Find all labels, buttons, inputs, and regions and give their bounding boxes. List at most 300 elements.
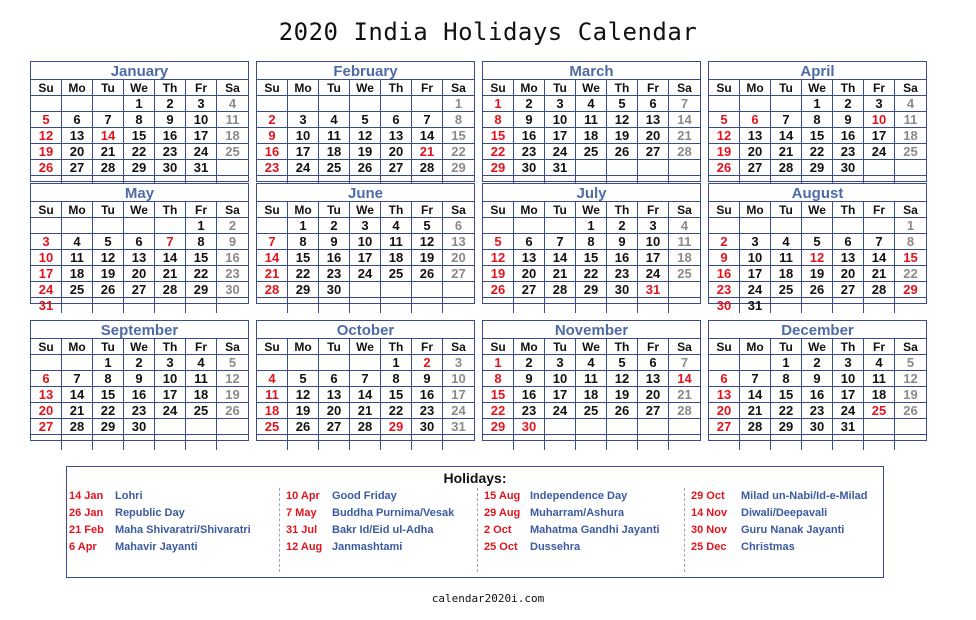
month-january bbox=[30, 61, 249, 182]
holiday-date: 7 May bbox=[286, 507, 317, 519]
day-cell: 28 bbox=[864, 281, 895, 297]
day-cell: 31 bbox=[740, 297, 771, 313]
day-cell: 9 bbox=[412, 370, 443, 386]
weekday-header: Su bbox=[483, 338, 514, 354]
empty-cell bbox=[381, 434, 412, 450]
holiday-item bbox=[69, 522, 251, 539]
day-cell: 26 bbox=[483, 281, 514, 297]
empty-cell bbox=[62, 297, 93, 313]
day-cell: 18 bbox=[576, 127, 607, 143]
day-cell: 27 bbox=[319, 418, 350, 434]
day-cell: 6 bbox=[381, 111, 412, 127]
holiday-item bbox=[286, 539, 454, 556]
day-cell: 29 bbox=[124, 159, 155, 175]
empty-cell bbox=[740, 217, 771, 233]
day-cell: 22 bbox=[483, 402, 514, 418]
empty-cell bbox=[93, 434, 124, 450]
day-cell: 18 bbox=[669, 249, 700, 265]
day-cell: 8 bbox=[895, 233, 926, 249]
holiday-item bbox=[484, 488, 660, 505]
day-cell: 21 bbox=[155, 265, 186, 281]
day-cell: 11 bbox=[62, 249, 93, 265]
day-cell: 30 bbox=[514, 159, 545, 175]
empty-cell bbox=[31, 217, 62, 233]
day-cell: 16 bbox=[514, 127, 545, 143]
day-cell: 17 bbox=[443, 386, 474, 402]
weekday-header: Th bbox=[607, 201, 638, 217]
day-cell: 20 bbox=[638, 127, 669, 143]
day-cell: 4 bbox=[771, 233, 802, 249]
weekday-header: Fr bbox=[186, 338, 217, 354]
empty-cell bbox=[771, 434, 802, 450]
day-cell: 2 bbox=[319, 217, 350, 233]
day-cell: 20 bbox=[638, 386, 669, 402]
day-cell: 24 bbox=[186, 143, 217, 159]
day-cell: 6 bbox=[514, 233, 545, 249]
day-cell: 23 bbox=[155, 143, 186, 159]
day-cell: 26 bbox=[607, 402, 638, 418]
empty-cell bbox=[740, 95, 771, 111]
day-cell: 2 bbox=[217, 217, 248, 233]
day-cell: 22 bbox=[483, 143, 514, 159]
empty-cell bbox=[864, 418, 895, 434]
weekday-header: Tu bbox=[319, 338, 350, 354]
empty-cell bbox=[257, 354, 288, 370]
day-cell: 4 bbox=[895, 95, 926, 111]
holidays-title: Holidays: bbox=[443, 470, 507, 486]
empty-cell bbox=[62, 95, 93, 111]
holiday-date: 15 Aug bbox=[484, 490, 521, 502]
day-cell: 13 bbox=[31, 386, 62, 402]
day-cell: 5 bbox=[483, 233, 514, 249]
empty-cell bbox=[350, 434, 381, 450]
day-cell: 27 bbox=[124, 281, 155, 297]
day-cell: 9 bbox=[802, 370, 833, 386]
empty-cell bbox=[709, 434, 740, 450]
holiday-item bbox=[691, 505, 868, 522]
empty-cell bbox=[895, 297, 926, 313]
day-cell: 17 bbox=[638, 249, 669, 265]
day-cell: 21 bbox=[740, 402, 771, 418]
day-cell: 15 bbox=[288, 249, 319, 265]
empty-cell bbox=[545, 297, 576, 313]
day-cell: 4 bbox=[257, 370, 288, 386]
empty-cell bbox=[864, 434, 895, 450]
holiday-item bbox=[286, 522, 454, 539]
empty-cell bbox=[155, 297, 186, 313]
day-cell: 13 bbox=[514, 249, 545, 265]
empty-cell bbox=[545, 217, 576, 233]
day-cell: 6 bbox=[709, 370, 740, 386]
day-cell: 12 bbox=[483, 249, 514, 265]
month-july bbox=[482, 183, 701, 304]
day-cell: 28 bbox=[771, 159, 802, 175]
day-cell: 25 bbox=[576, 143, 607, 159]
day-cell: 16 bbox=[607, 249, 638, 265]
day-cell: 8 bbox=[483, 370, 514, 386]
day-cell: 24 bbox=[350, 265, 381, 281]
day-cell: 7 bbox=[62, 370, 93, 386]
day-cell: 7 bbox=[669, 95, 700, 111]
weekday-header: Fr bbox=[412, 201, 443, 217]
weekday-header: Sa bbox=[895, 79, 926, 95]
day-cell: 14 bbox=[545, 249, 576, 265]
month-name: February bbox=[333, 63, 398, 80]
day-cell: 8 bbox=[771, 370, 802, 386]
empty-cell bbox=[186, 418, 217, 434]
day-cell: 19 bbox=[350, 143, 381, 159]
empty-cell bbox=[186, 434, 217, 450]
weekday-header: Fr bbox=[412, 338, 443, 354]
empty-cell bbox=[93, 217, 124, 233]
weekday-header: Th bbox=[381, 201, 412, 217]
day-cell: 15 bbox=[93, 386, 124, 402]
day-cell: 13 bbox=[833, 249, 864, 265]
day-cell: 2 bbox=[257, 111, 288, 127]
day-cell: 25 bbox=[381, 265, 412, 281]
weekday-header: We bbox=[802, 338, 833, 354]
day-cell: 7 bbox=[412, 111, 443, 127]
holiday-name: Muharram/Ashura bbox=[530, 507, 625, 519]
weekday-header: Mo bbox=[740, 201, 771, 217]
month-name: April bbox=[800, 63, 835, 80]
empty-cell bbox=[155, 434, 186, 450]
day-cell: 18 bbox=[186, 386, 217, 402]
empty-cell bbox=[288, 434, 319, 450]
day-cell: 9 bbox=[217, 233, 248, 249]
day-cell: 25 bbox=[62, 281, 93, 297]
holiday-item bbox=[691, 539, 868, 556]
holiday-name: Lohri bbox=[115, 490, 143, 502]
day-cell: 1 bbox=[381, 354, 412, 370]
day-cell: 28 bbox=[350, 418, 381, 434]
day-cell: 14 bbox=[155, 249, 186, 265]
day-cell: 15 bbox=[186, 249, 217, 265]
empty-cell bbox=[93, 95, 124, 111]
day-cell: 12 bbox=[288, 386, 319, 402]
day-cell: 21 bbox=[545, 265, 576, 281]
holiday-name: Milad un-Nabi/Id-e-Milad bbox=[741, 490, 868, 502]
holiday-date: 29 Aug bbox=[484, 507, 521, 519]
weekday-header: Th bbox=[833, 338, 864, 354]
empty-cell bbox=[895, 434, 926, 450]
day-cell: 28 bbox=[669, 143, 700, 159]
day-cell: 22 bbox=[93, 402, 124, 418]
day-cell: 11 bbox=[576, 370, 607, 386]
day-cell: 15 bbox=[802, 127, 833, 143]
weekday-header: Tu bbox=[771, 79, 802, 95]
empty-cell bbox=[483, 434, 514, 450]
weekday-header: Mo bbox=[288, 79, 319, 95]
day-cell: 7 bbox=[740, 370, 771, 386]
empty-cell bbox=[514, 217, 545, 233]
day-cell: 20 bbox=[124, 265, 155, 281]
holiday-date: 21 Feb bbox=[69, 524, 104, 536]
month-name: May bbox=[124, 185, 155, 202]
day-cell: 18 bbox=[319, 143, 350, 159]
day-cell: 4 bbox=[319, 111, 350, 127]
empty-cell bbox=[514, 297, 545, 313]
day-cell: 25 bbox=[257, 418, 288, 434]
weekday-header: Sa bbox=[669, 338, 700, 354]
empty-cell bbox=[319, 434, 350, 450]
day-cell: 23 bbox=[833, 143, 864, 159]
day-cell: 5 bbox=[217, 354, 248, 370]
empty-cell bbox=[31, 354, 62, 370]
day-cell: 16 bbox=[802, 386, 833, 402]
empty-cell bbox=[443, 297, 474, 313]
weekday-header: We bbox=[124, 201, 155, 217]
day-cell: 1 bbox=[483, 95, 514, 111]
day-cell: 28 bbox=[62, 418, 93, 434]
day-cell: 27 bbox=[709, 418, 740, 434]
day-cell: 31 bbox=[443, 418, 474, 434]
empty-cell bbox=[217, 434, 248, 450]
day-cell: 2 bbox=[833, 95, 864, 111]
day-cell: 27 bbox=[514, 281, 545, 297]
day-cell: 1 bbox=[93, 354, 124, 370]
day-cell: 11 bbox=[576, 111, 607, 127]
weekday-header: Su bbox=[31, 201, 62, 217]
empty-cell bbox=[62, 434, 93, 450]
month-name: July bbox=[576, 185, 607, 202]
empty-cell bbox=[669, 281, 700, 297]
day-cell: 12 bbox=[93, 249, 124, 265]
day-cell: 29 bbox=[771, 418, 802, 434]
day-cell: 6 bbox=[638, 354, 669, 370]
day-cell: 14 bbox=[669, 111, 700, 127]
holiday-date: 10 Apr bbox=[286, 490, 320, 502]
day-cell: 8 bbox=[186, 233, 217, 249]
day-cell: 9 bbox=[607, 233, 638, 249]
day-cell: 3 bbox=[186, 95, 217, 111]
day-cell: 6 bbox=[62, 111, 93, 127]
empty-cell bbox=[709, 354, 740, 370]
day-cell: 7 bbox=[155, 233, 186, 249]
day-cell: 10 bbox=[288, 127, 319, 143]
day-cell: 17 bbox=[186, 127, 217, 143]
weekday-header: Mo bbox=[62, 79, 93, 95]
day-cell: 18 bbox=[381, 249, 412, 265]
weekday-header: Mo bbox=[62, 338, 93, 354]
day-cell: 18 bbox=[895, 127, 926, 143]
day-cell: 9 bbox=[709, 249, 740, 265]
day-cell: 18 bbox=[771, 265, 802, 281]
empty-cell bbox=[833, 434, 864, 450]
day-cell: 3 bbox=[350, 217, 381, 233]
holiday-date: 29 Oct bbox=[691, 490, 725, 502]
day-cell: 5 bbox=[93, 233, 124, 249]
day-cell: 23 bbox=[709, 281, 740, 297]
day-cell: 15 bbox=[483, 386, 514, 402]
day-cell: 21 bbox=[93, 143, 124, 159]
empty-cell bbox=[802, 434, 833, 450]
day-cell: 15 bbox=[895, 249, 926, 265]
day-cell: 6 bbox=[638, 95, 669, 111]
empty-cell bbox=[545, 418, 576, 434]
weekday-header: Su bbox=[257, 338, 288, 354]
empty-cell bbox=[771, 297, 802, 313]
day-cell: 28 bbox=[740, 418, 771, 434]
day-cell: 28 bbox=[257, 281, 288, 297]
day-cell: 14 bbox=[740, 386, 771, 402]
empty-cell bbox=[669, 418, 700, 434]
holiday-date: 25 Dec bbox=[691, 541, 727, 553]
day-cell: 3 bbox=[833, 354, 864, 370]
weekday-header: Tu bbox=[93, 338, 124, 354]
holiday-name: Mahatma Gandhi Jayanti bbox=[530, 524, 660, 536]
day-cell: 5 bbox=[607, 354, 638, 370]
day-cell: 7 bbox=[669, 354, 700, 370]
day-cell: 12 bbox=[709, 127, 740, 143]
empty-cell bbox=[895, 418, 926, 434]
day-cell: 22 bbox=[771, 402, 802, 418]
empty-cell bbox=[319, 354, 350, 370]
empty-cell bbox=[483, 297, 514, 313]
empty-cell bbox=[288, 95, 319, 111]
empty-cell bbox=[288, 297, 319, 313]
day-cell: 13 bbox=[709, 386, 740, 402]
day-cell: 17 bbox=[155, 386, 186, 402]
holiday-item bbox=[484, 522, 660, 539]
day-cell: 4 bbox=[576, 95, 607, 111]
day-cell: 7 bbox=[864, 233, 895, 249]
month-december bbox=[708, 320, 927, 441]
day-cell: 12 bbox=[802, 249, 833, 265]
day-cell: 30 bbox=[155, 159, 186, 175]
holiday-name: Mahavir Jayanti bbox=[115, 541, 198, 553]
empty-cell bbox=[257, 434, 288, 450]
day-cell: 8 bbox=[443, 111, 474, 127]
day-cell: 3 bbox=[443, 354, 474, 370]
day-cell: 5 bbox=[31, 111, 62, 127]
day-cell: 22 bbox=[802, 143, 833, 159]
day-cell: 29 bbox=[381, 418, 412, 434]
day-cell: 7 bbox=[771, 111, 802, 127]
empty-cell bbox=[709, 95, 740, 111]
day-cell: 27 bbox=[381, 159, 412, 175]
day-cell: 18 bbox=[576, 386, 607, 402]
day-cell: 30 bbox=[607, 281, 638, 297]
day-cell: 1 bbox=[802, 95, 833, 111]
empty-cell bbox=[412, 281, 443, 297]
day-cell: 11 bbox=[381, 233, 412, 249]
day-cell: 8 bbox=[483, 111, 514, 127]
month-march bbox=[482, 61, 701, 182]
weekday-header: Sa bbox=[895, 201, 926, 217]
holiday-name: Janmashtami bbox=[332, 541, 403, 553]
empty-cell bbox=[381, 281, 412, 297]
day-cell: 1 bbox=[771, 354, 802, 370]
day-cell: 8 bbox=[381, 370, 412, 386]
day-cell: 22 bbox=[381, 402, 412, 418]
empty-cell bbox=[864, 297, 895, 313]
empty-cell bbox=[217, 159, 248, 175]
day-cell: 4 bbox=[217, 95, 248, 111]
day-cell: 6 bbox=[833, 233, 864, 249]
day-cell: 14 bbox=[864, 249, 895, 265]
day-cell: 23 bbox=[607, 265, 638, 281]
day-cell: 20 bbox=[833, 265, 864, 281]
day-cell: 18 bbox=[217, 127, 248, 143]
day-cell: 20 bbox=[319, 402, 350, 418]
empty-cell bbox=[607, 418, 638, 434]
day-cell: 9 bbox=[124, 370, 155, 386]
holiday-name: Buddha Purnima/Vesak bbox=[332, 507, 455, 519]
weekday-header: We bbox=[802, 79, 833, 95]
weekday-header: We bbox=[576, 201, 607, 217]
weekday-header: Sa bbox=[217, 201, 248, 217]
weekday-header: Mo bbox=[740, 79, 771, 95]
month-name: September bbox=[100, 322, 179, 339]
empty-cell bbox=[124, 434, 155, 450]
holiday-name: Christmas bbox=[741, 541, 795, 553]
day-cell: 5 bbox=[350, 111, 381, 127]
day-cell: 21 bbox=[669, 386, 700, 402]
day-cell: 24 bbox=[288, 159, 319, 175]
weekday-header: Fr bbox=[864, 201, 895, 217]
day-cell: 29 bbox=[93, 418, 124, 434]
empty-cell bbox=[350, 281, 381, 297]
day-cell: 9 bbox=[257, 127, 288, 143]
weekday-header: Tu bbox=[93, 79, 124, 95]
day-cell: 16 bbox=[833, 127, 864, 143]
month-september bbox=[30, 320, 249, 441]
day-cell: 4 bbox=[62, 233, 93, 249]
day-cell: 27 bbox=[833, 281, 864, 297]
holiday-item bbox=[69, 539, 251, 556]
month-name: March bbox=[569, 63, 614, 80]
day-cell: 17 bbox=[545, 127, 576, 143]
weekday-header: Tu bbox=[771, 201, 802, 217]
empty-cell bbox=[576, 159, 607, 175]
day-cell: 5 bbox=[895, 354, 926, 370]
weekday-header: Fr bbox=[186, 79, 217, 95]
day-cell: 10 bbox=[545, 370, 576, 386]
day-cell: 23 bbox=[319, 265, 350, 281]
day-cell: 16 bbox=[155, 127, 186, 143]
day-cell: 16 bbox=[514, 386, 545, 402]
day-cell: 20 bbox=[62, 143, 93, 159]
day-cell: 3 bbox=[638, 217, 669, 233]
day-cell: 24 bbox=[740, 281, 771, 297]
day-cell: 21 bbox=[257, 265, 288, 281]
day-cell: 11 bbox=[217, 111, 248, 127]
day-cell: 5 bbox=[607, 95, 638, 111]
holiday-item bbox=[691, 488, 868, 505]
empty-cell bbox=[638, 159, 669, 175]
day-cell: 15 bbox=[483, 127, 514, 143]
day-cell: 16 bbox=[412, 386, 443, 402]
day-cell: 10 bbox=[638, 233, 669, 249]
day-cell: 21 bbox=[864, 265, 895, 281]
weekday-header: Th bbox=[155, 338, 186, 354]
month-name: June bbox=[347, 185, 383, 202]
holiday-name: Republic Day bbox=[115, 507, 185, 519]
day-cell: 15 bbox=[771, 386, 802, 402]
weekday-header: Th bbox=[155, 201, 186, 217]
empty-cell bbox=[833, 297, 864, 313]
weekday-header: Tu bbox=[771, 338, 802, 354]
day-cell: 16 bbox=[124, 386, 155, 402]
day-cell: 8 bbox=[93, 370, 124, 386]
day-cell: 8 bbox=[124, 111, 155, 127]
day-cell: 24 bbox=[638, 265, 669, 281]
day-cell: 11 bbox=[771, 249, 802, 265]
day-cell: 10 bbox=[186, 111, 217, 127]
day-cell: 2 bbox=[412, 354, 443, 370]
month-may bbox=[30, 183, 249, 313]
